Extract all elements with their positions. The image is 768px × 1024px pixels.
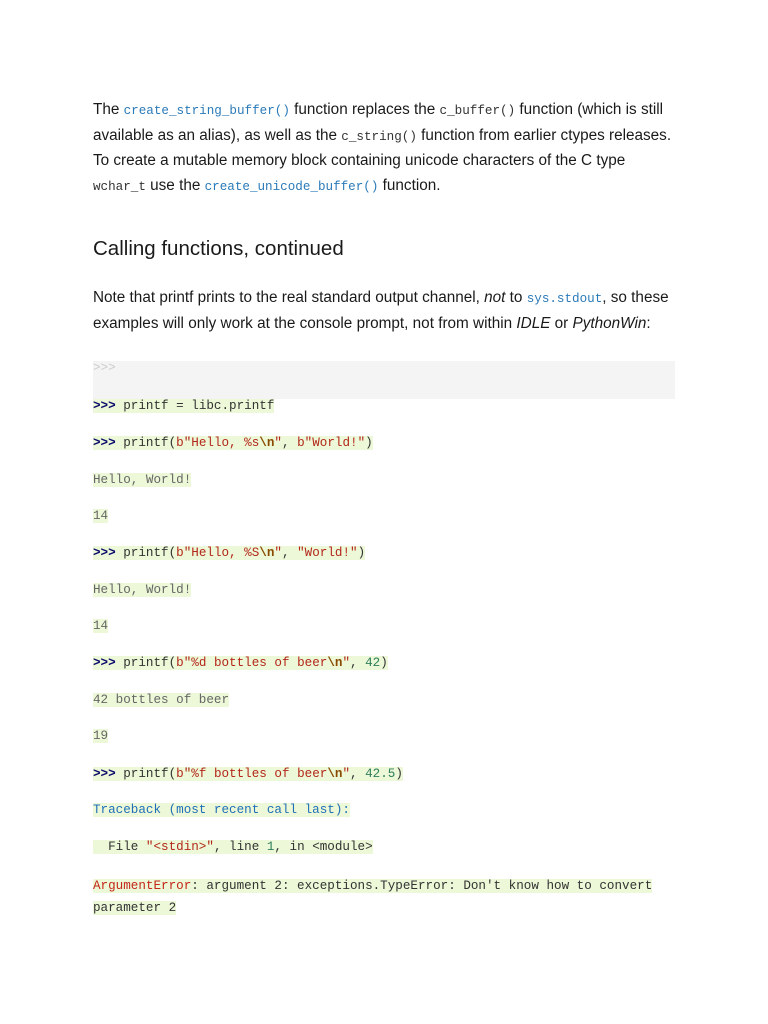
string-literal: b"Hello, %S [176,546,260,560]
create-unicode-buffer-link[interactable]: create_unicode_buffer() [204,179,379,194]
escape-sequence: \n [327,767,343,781]
code-output-6 [93,727,108,745]
output-text: 42 bottles of beer [93,693,230,707]
code-text: ) [395,767,403,781]
string-literal: " [342,656,350,670]
wchar-t-code: wchar_t [93,179,146,194]
code-output-3 [93,581,191,599]
intro-text-1: The [93,101,124,118]
output-text: 14 [93,509,109,523]
code-output-5 [93,691,229,709]
intro-text-4: function from earlier ctypes releases. To create a mutable memory block containing unicode characters of the C type [93,126,672,170]
sys-stdout-link[interactable]: sys.stdout [526,292,603,307]
string-literal: " [274,546,282,560]
string-literal: b"World!" [297,436,366,450]
note-em-not: not [484,289,506,307]
number-literal: 42 [365,656,381,670]
string-literal: "World!" [297,546,358,560]
article-body [93,98,675,337]
code-text: , [350,656,366,670]
output-text: Hello, World! [93,583,192,597]
code-text: File [93,840,146,854]
code-line-2 [93,434,373,452]
traceback-line [93,801,350,819]
note-text-3: , so these examples will only work at the console prompt, not from within [93,289,669,332]
note-text-5: : [646,314,651,332]
code-output-2 [93,507,108,525]
string-literal: b"%f bottles of beer [176,767,328,781]
code-text: printf( [115,546,177,560]
note-em-pythonwin: PythonWin [572,314,647,332]
code-line-3 [93,544,365,562]
section-heading: Calling functions, continued [93,237,344,261]
code-line-5 [93,765,403,783]
output-text: 19 [93,729,109,743]
code-text: printf( [115,656,177,670]
create-string-buffer-link[interactable]: create_string_buffer() [123,104,290,118]
prompt: >>> [93,436,116,450]
intro-paragraph [93,98,675,199]
code-text: printf( [115,436,177,450]
output-text: 14 [93,619,109,633]
error-message: : argument 2: exceptions.TypeError: Don't know how to convert parameter 2 [93,879,653,915]
escape-sequence: \n [259,546,275,560]
code-output-1 [93,471,191,489]
code-block-header [93,361,675,399]
intro-text-2: function replaces the [289,101,440,118]
number-literal: 42.5 [365,767,396,781]
code-header-prompt: >>> [93,361,116,375]
output-text: Hello, World! [93,473,192,487]
string-literal: "<stdin>" [145,840,214,854]
code-text: , [281,546,298,560]
code-output-4 [93,617,108,635]
code-text: ) [365,436,373,450]
error-line [93,875,678,919]
intro-text-3: function (which is still available as an alias), as well as the [93,101,664,144]
string-literal: " [274,436,282,450]
prompt: >>> [93,399,116,413]
prompt: >>> [93,656,116,670]
code-text: , [281,436,298,450]
note-text-4: or [550,314,573,332]
note-text-1: Note that printf prints to the real standard output channel, [93,289,485,307]
number-literal: 1 [266,840,275,854]
intro-text-6: function. [378,176,441,194]
file-line [93,838,373,856]
prompt: >>> [93,546,116,560]
c-string-code: c_string() [341,129,417,144]
intro-text-5: use the [145,176,205,194]
code-text: ) [380,656,388,670]
code-text: printf = libc.printf [115,399,275,413]
code-text: ) [357,546,366,560]
code-text: , [350,767,366,781]
code-text: , line [213,840,267,854]
code-text: , in <module> [274,840,373,854]
c-buffer-code: c_buffer() [439,104,516,118]
traceback-text: Traceback (most recent call last): [93,803,350,817]
prompt: >>> [93,767,116,781]
string-literal: " [342,767,350,781]
code-text: printf( [115,767,177,781]
code-line-4 [93,654,388,672]
note-text-2: to [505,289,527,307]
note-em-idle: IDLE [516,314,551,332]
string-literal: b"Hello, %s [176,436,260,450]
string-literal: b"%d bottles of beer [176,656,328,670]
error-name: ArgumentError [93,879,192,893]
note-paragraph [93,286,675,336]
code-line-1 [93,397,274,415]
escape-sequence: \n [259,436,275,450]
escape-sequence: \n [327,656,343,670]
